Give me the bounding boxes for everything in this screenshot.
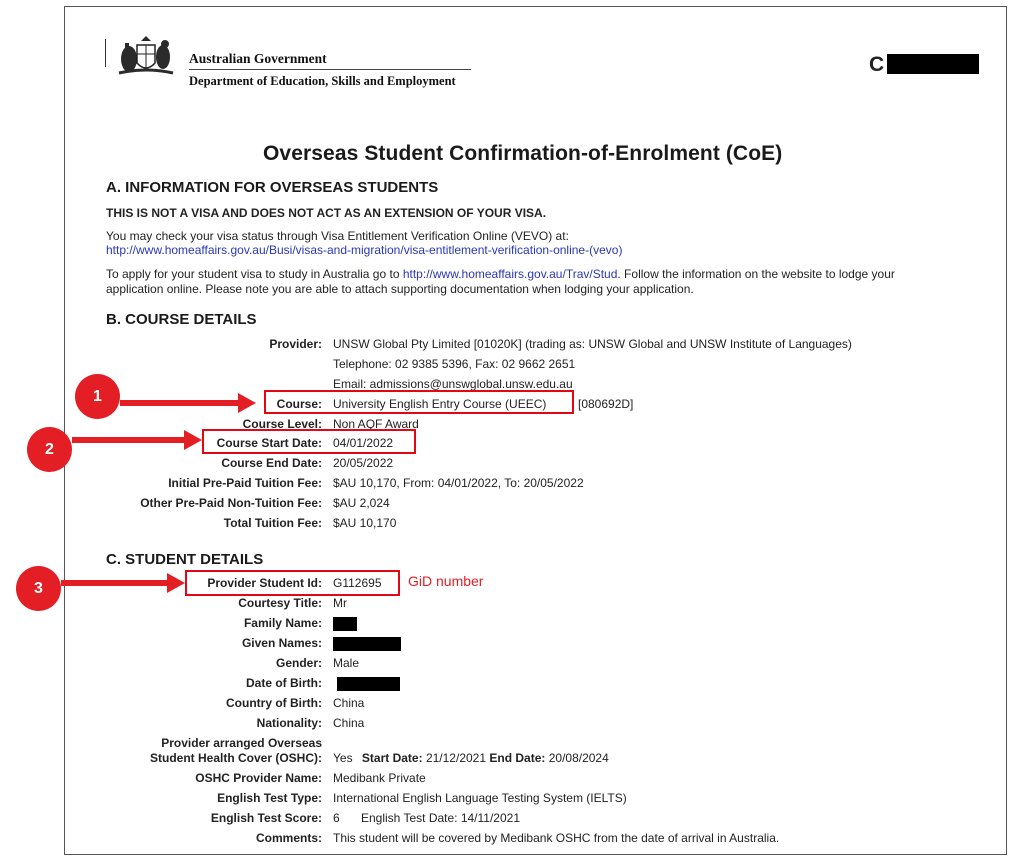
vevo-link[interactable]: http://www.homeaffairs.gov.au/Busi/visas-and-migration/visa-entitlement-verification-online-(vevo) — [106, 243, 623, 257]
oshc-end-label: End Date: — [489, 751, 546, 765]
student-id-label: Provider Student Id: — [207, 576, 322, 590]
total-fee-value: $AU 10,170 — [333, 516, 397, 530]
course-value: University English Entry Course (UEEC) — [333, 397, 547, 411]
provider-email: Email: admissions@unswglobal.unsw.edu.au — [333, 377, 573, 391]
course-start-label: Course Start Date: — [216, 436, 322, 450]
oshc-provider-value: Medibank Private — [333, 771, 426, 785]
marker-1: 1 — [75, 374, 120, 419]
nationality-value: China — [333, 716, 365, 730]
tuition-fee-value: $AU 10,170, From: 04/01/2022, To: 20/05/2022 — [333, 476, 584, 490]
english-test-score-label: English Test Score: — [210, 811, 322, 825]
course-code: [080692D] — [578, 397, 634, 411]
tuition-fee-label: Initial Pre-Paid Tuition Fee: — [168, 476, 322, 490]
arrow-2-head — [184, 430, 202, 450]
redacted-family-name — [333, 617, 357, 631]
oshc-details — [333, 751, 609, 765]
courtesy-title-value: Mr — [333, 596, 347, 610]
oshc-label-line-2: Student Health Cover (OSHC): — [149, 751, 322, 765]
non-tuition-fee-value: $AU 2,024 — [333, 496, 390, 510]
oshc-end-value: 20/08/2024 — [548, 751, 609, 765]
course-end-value: 20/05/2022 — [333, 456, 394, 470]
course-start-value: 04/01/2022 — [333, 436, 394, 450]
marker-3: 3 — [16, 566, 61, 611]
family-name-label: Family Name: — [243, 616, 322, 630]
country-of-birth-label: Country of Birth: — [226, 696, 322, 710]
vertical-rule — [105, 39, 106, 67]
header-rule — [189, 69, 471, 70]
course-end-label: Course End Date: — [221, 456, 322, 470]
given-names-label: Given Names: — [241, 636, 322, 650]
apply-link[interactable]: http://www.homeaffairs.gov.au/Trav/Stud — [402, 267, 618, 281]
nationality-label: Nationality: — [256, 716, 322, 730]
coat-of-arms-logo — [113, 33, 179, 77]
section-b-heading: B. COURSE DETAILS — [106, 311, 257, 328]
oshc-provider-label: OSHC Provider Name: — [195, 771, 322, 785]
non-tuition-fee-label: Other Pre-Paid Non-Tuition Fee: — [140, 496, 322, 510]
country-of-birth-value: China — [333, 696, 365, 710]
page-title: Overseas Student Confirmation-of-Enrolment (CoE) — [263, 142, 783, 165]
gender-value: Male — [333, 656, 360, 670]
dob-label: Date of Birth: — [246, 676, 322, 690]
visa-warning: THIS IS NOT A VISA AND DOES NOT ACT AS AN EXTENSION OF YOUR VISA. — [106, 206, 547, 220]
apply-line-1 — [106, 267, 895, 281]
student-id-value: G112695 — [333, 576, 382, 590]
provider-phone: Telephone: 02 9385 5396, Fax: 02 9662 2651 — [333, 357, 576, 371]
provider-label: Provider: — [269, 337, 322, 351]
arrow-1-shaft — [120, 400, 238, 406]
vevo-text: You may check your visa status through Visa Entitlement Verification Online (VEVO) at: — [106, 229, 569, 243]
arrow-3-shaft — [61, 580, 167, 586]
redacted-doc-code — [887, 54, 979, 74]
course-label: Course: — [276, 397, 322, 411]
courtesy-title-label: Courtesy Title: — [238, 596, 322, 610]
gender-label: Gender: — [275, 656, 322, 670]
arrow-2-shaft — [72, 437, 184, 443]
oshc-start-value: 21/12/2021 — [425, 751, 487, 765]
english-test-date: English Test Date: 14/11/2021 — [361, 811, 520, 825]
course-level-value: Non AQF Award — [333, 417, 419, 431]
course-level-label: Course Level: — [242, 417, 322, 431]
highlight-course-start-date — [202, 429, 416, 454]
marker-2: 2 — [27, 427, 72, 472]
gid-number-note: GiD number — [408, 573, 484, 589]
english-test-score-value: 6 — [333, 811, 340, 825]
redacted-given-names — [333, 637, 401, 651]
english-test-type-value: International English Language Testing System (IELTS) — [333, 791, 627, 805]
government-name: Australian Government — [189, 51, 327, 66]
section-a-heading: A. INFORMATION FOR OVERSEAS STUDENTS — [106, 179, 439, 196]
arrow-3-head — [167, 573, 185, 593]
section-c-heading: C. STUDENT DETAILS — [106, 551, 264, 568]
redacted-dob — [337, 677, 400, 691]
department-name: Department of Education, Skills and Employment — [189, 74, 456, 88]
comments-value: This student will be covered by Medibank OSHC from the date of arrival in Australia. — [333, 831, 780, 845]
provider-value: UNSW Global Pty Limited [01020K] (trading as: UNSW Global and UNSW Institute of Languages) — [333, 337, 852, 351]
oshc-yes: Yes — [333, 751, 353, 765]
apply-line-2: application online. Please note you are able to attach supporting documentation when lodging your application. — [106, 282, 694, 296]
highlight-provider-student-id — [185, 570, 400, 596]
apply-suffix: . Follow the information on the website to lodge your — [617, 267, 895, 281]
comments-label: Comments: — [255, 831, 322, 845]
total-fee-label: Total Tuition Fee: — [223, 516, 322, 530]
oshc-label-line-1: Provider arranged Overseas — [161, 736, 322, 750]
highlight-course — [264, 390, 574, 414]
doc-code: C — [869, 53, 885, 76]
english-test-type-label: English Test Type: — [217, 791, 322, 805]
apply-prefix: To apply for your student visa to study in Australia go to — [106, 267, 403, 281]
arrow-1-head — [238, 393, 256, 413]
oshc-start-label: Start Date: — [361, 751, 423, 765]
